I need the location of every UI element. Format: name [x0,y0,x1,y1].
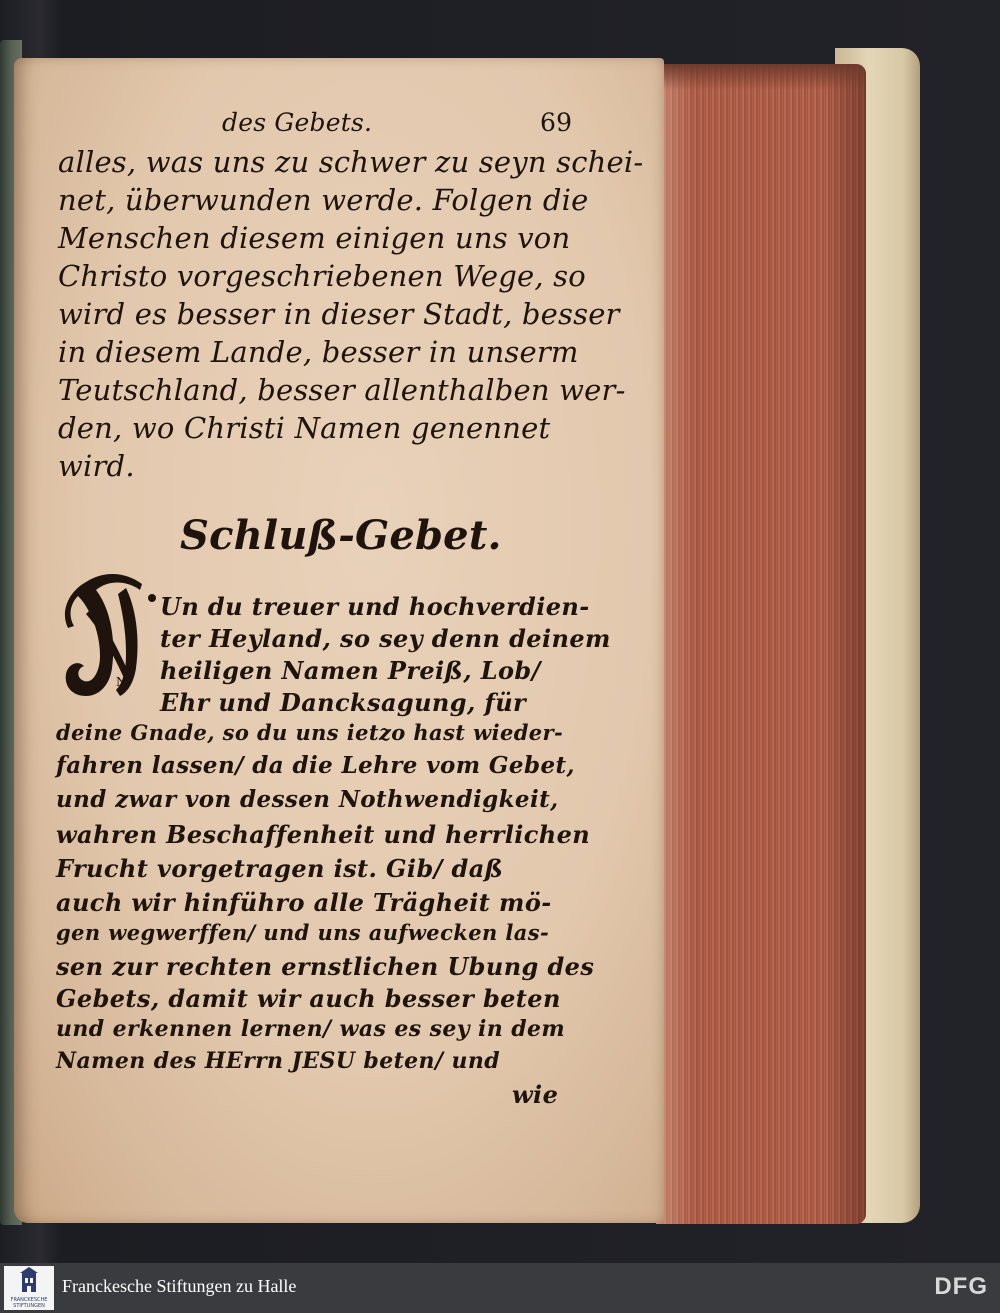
dfg-logo: DFG [934,1273,988,1300]
text-line: und erkennen lernen/ was es sey in dem [56,1016,566,1042]
text-line: Menschen diesem einigen uns von [58,221,571,255]
text-line: heiligen Namen Preiß, Lob/ [160,656,541,685]
logo-line: STIFTUNGEN [13,1303,45,1309]
logo-line: FRANCKESCHE [10,1297,48,1303]
text-line: wahren Beschaffenheit und herrlichen [56,820,591,849]
text-line: Gebets, damit wir auch besser beten [56,984,561,1013]
text-line: gen wegwerffen/ und uns aufwecken las- [56,920,550,945]
footer-bar [0,1263,1000,1313]
catchword: wie [512,1080,559,1109]
text-line: Teutschland, besser allenthalben wer- [58,373,626,407]
running-head: des Gebets. [222,108,373,137]
svg-text:N: N [116,675,127,689]
section-title: Schluß-Gebet. [180,512,502,559]
text-line: sen zur rechten ernstlichen Ubung des [56,952,595,981]
text-line: alles, was uns zu schwer zu seyn schei- [58,145,644,179]
text-line: Ehr und Dancksagung, für [160,688,527,717]
text-line: Christo vorgeschriebenen Wege, so [58,259,586,293]
decorated-initial-n [56,568,160,702]
text-line: wird es besser in dieser Stadt, besser [58,297,620,331]
text-line: wird. [58,449,135,483]
text-line: net, überwunden werde. Folgen die [58,183,589,217]
text-line: deine Gnade, so du uns ietzo hast wieder- [56,720,564,745]
text-line: ter Heyland, so sey denn deinem [160,624,611,653]
page-edges [656,64,866,1224]
franckesche-stiftungen-logo [4,1266,54,1310]
text-line: Un du treuer und hochverdien- [160,592,590,621]
text-line: fahren lassen/ da die Lehre vom Gebet, [56,752,575,779]
text-line: Frucht vorgetragen ist. Gib/ daß [56,854,504,883]
text-line: Namen des HErrn JESU beten/ und [56,1048,501,1074]
text-line: und zwar von dessen Nothwendigkeit, [56,786,559,813]
text-line: in diesem Lande, besser in unserm [58,335,579,369]
institution-name: Franckesche Stiftungen zu Halle [62,1276,297,1296]
building-icon [4,1266,54,1296]
text-line: den, wo Christi Namen genennet [58,411,551,445]
page-number: 69 [540,108,573,137]
text-line: auch wir hinführo alle Trägheit mö- [56,888,552,917]
